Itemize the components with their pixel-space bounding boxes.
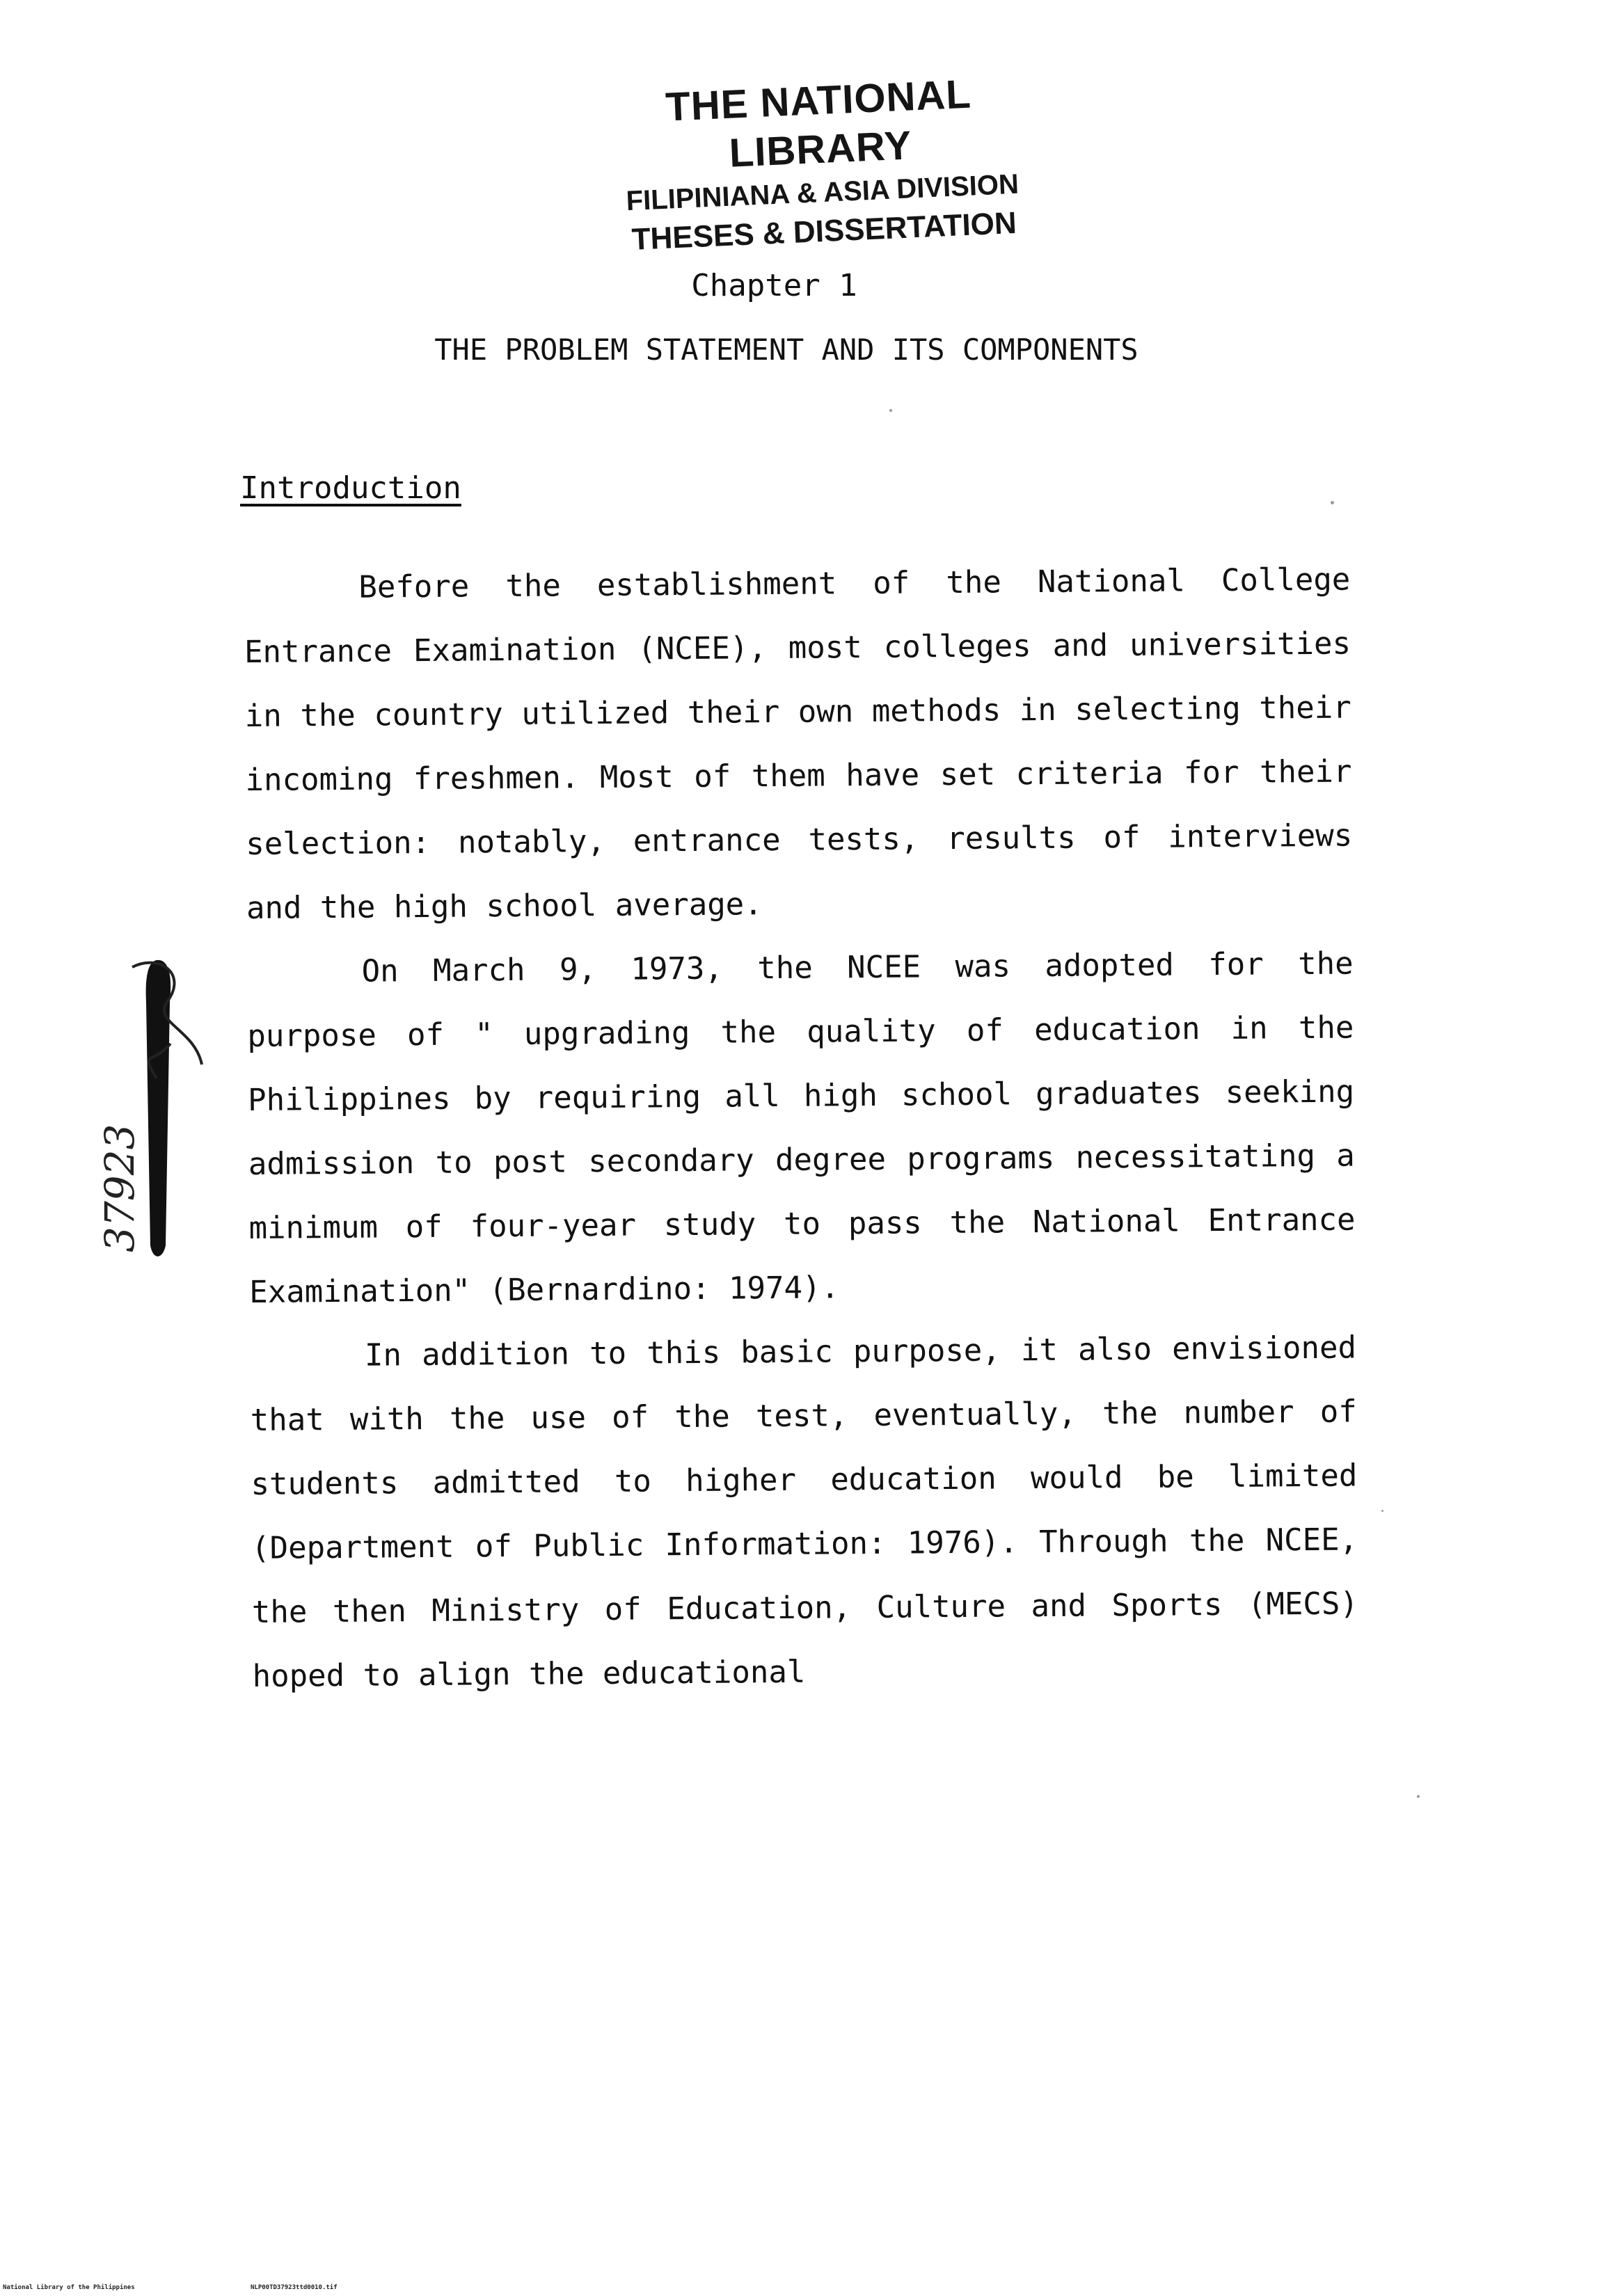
footer-source: National Library of the Philippines	[3, 2284, 135, 2291]
section-heading: Introduction	[240, 470, 461, 506]
scan-speck	[1417, 1795, 1420, 1798]
handwritten-marginalia	[90, 946, 209, 1273]
chapter-label: Chapter 1	[691, 268, 857, 303]
paragraph: In addition to this basic purpose, it also envisioned that with the use of the test, eventually, the number of students admitted to higher education would be limited (Department of Public Information: 1976). Through the NCEE, the then Ministry of Education, Culture and Sports (MECS) hoped to align the educational	[250, 1330, 1359, 1694]
accession-number: 37923	[96, 1124, 143, 1252]
chapter-title: THE PROBLEM STATEMENT AND ITS COMPONENTS	[434, 333, 1139, 367]
stamp-line-2: FILIPINIANA & ASIA DIVISION	[625, 168, 1020, 217]
scan-speck	[1331, 501, 1334, 504]
paragraph: On March 9, 1973, the NCEE was adopted for the purpose of " upgrading the quality of education in the Philippines by requiring all high school graduates seeking admission to post secondary degree programs necessitating a minimum of four-year study to pass the National Entrance Examination" (Bernardino: 1974).	[247, 946, 1356, 1310]
paragraph: Before the establishment of the National College Entrance Examination (NCEE), most colleges and universities in the country utilized their own methods in selecting their incoming freshmen. Most of them have set criteria for their selection: notably, entrance tests, results of interviews and the high school average.	[244, 561, 1353, 926]
scan-speck	[889, 409, 892, 412]
body-text	[244, 548, 1359, 1709]
stamp-line-3: THESES & DISSERTATION	[630, 205, 1017, 257]
footer-filename: NLP00TD37923ttd0010.tif	[251, 2284, 338, 2291]
scan-speck	[1381, 1510, 1383, 1512]
library-stamp	[595, 67, 1047, 262]
stamp-line-1: THE NATIONAL LIBRARY	[665, 71, 972, 176]
